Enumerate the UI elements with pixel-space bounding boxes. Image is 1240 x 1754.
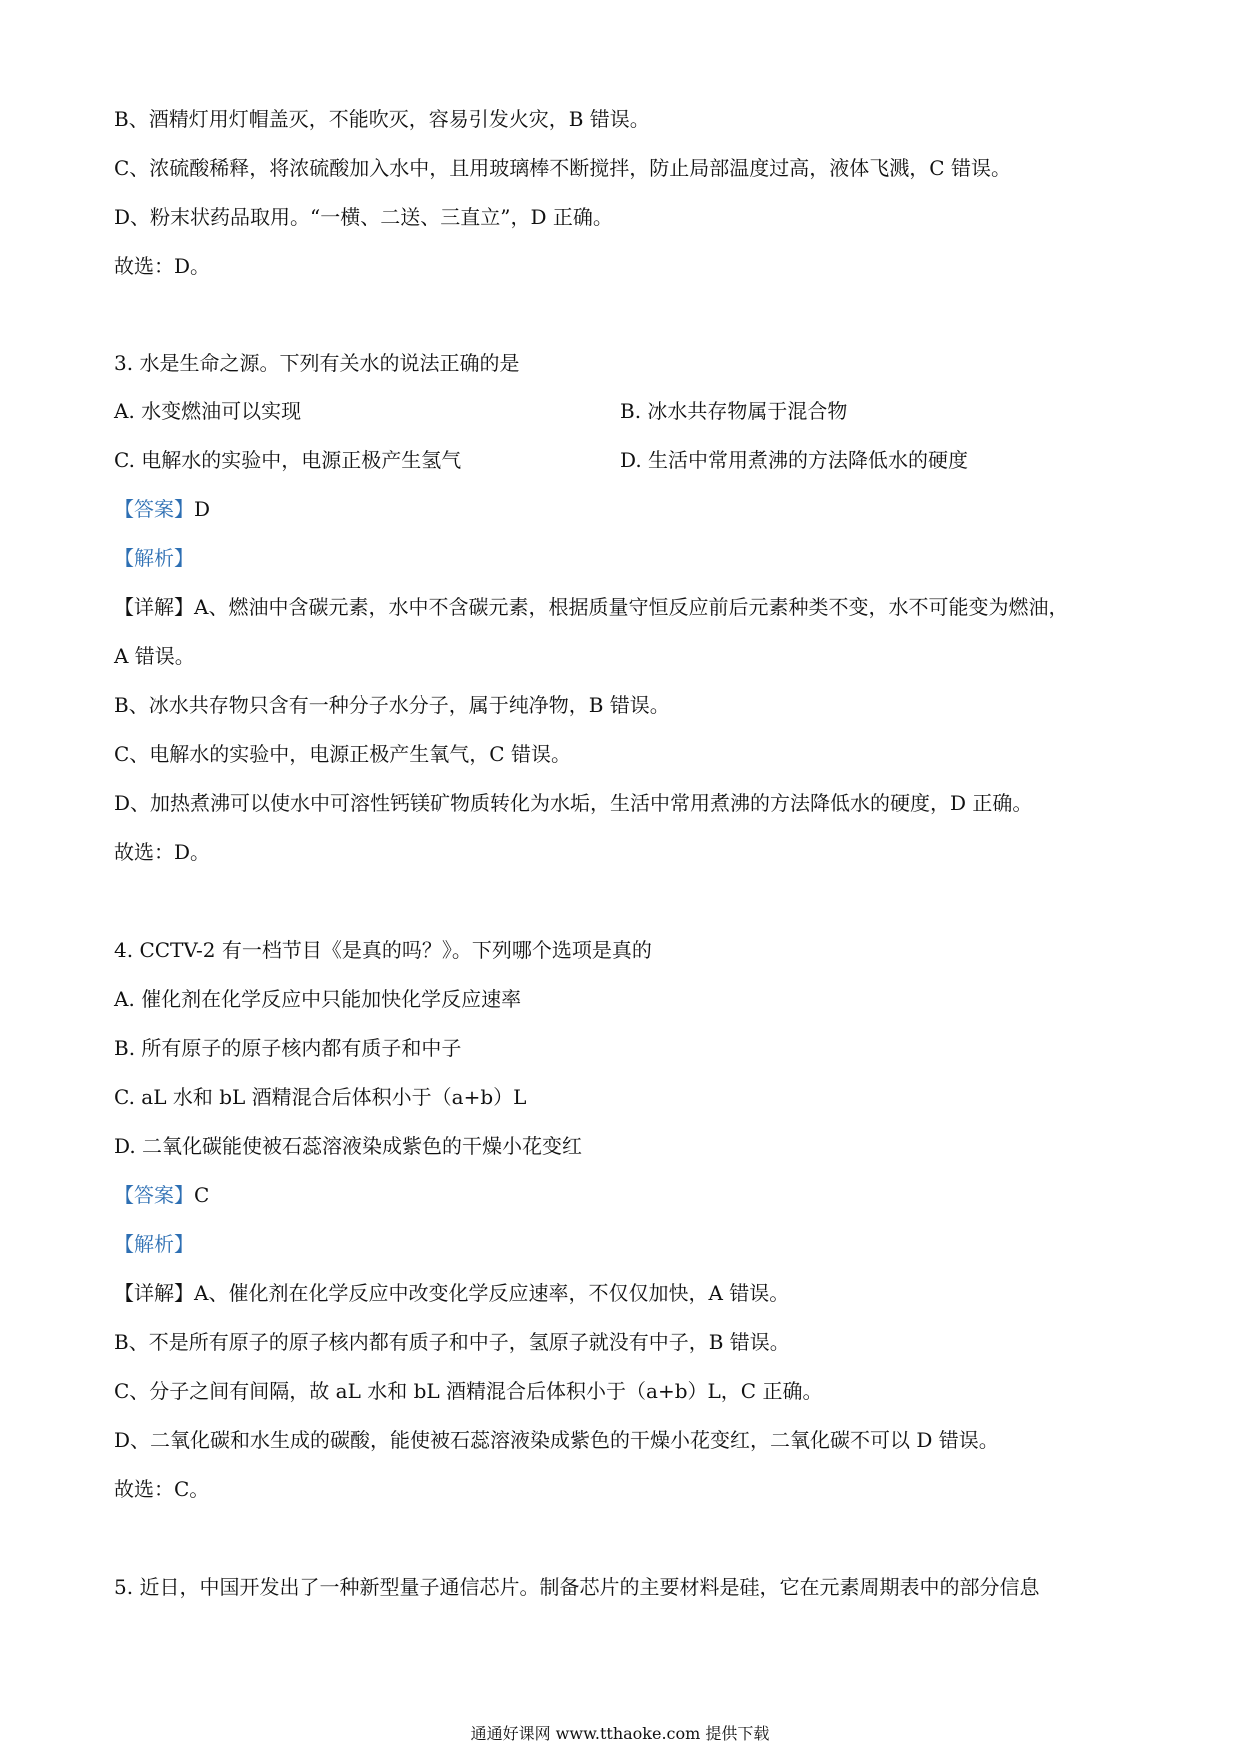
q4-detail-a-text: A、催化剂在化学反应中改变化学反应速率，不仅仅加快，A 错误。 bbox=[194, 1281, 790, 1305]
q4-answer-value: C bbox=[194, 1183, 210, 1207]
q3-analysis-tag bbox=[114, 545, 194, 571]
q4-answer bbox=[114, 1182, 209, 1208]
q3-option-d: D. 生活中常用煮沸的方法降低水的硬度 bbox=[620, 448, 969, 472]
q3-stem: 3. 水是生命之源。下列有关水的说法正确的是 bbox=[114, 351, 520, 375]
q3-detail-c: C、电解水的实验中，电源正极产生氧气，C 错误。 bbox=[114, 742, 571, 766]
q3-option-c: C. 电解水的实验中，电源正极产生氢气 bbox=[114, 448, 462, 472]
q4-stem: 4. CCTV-2 有一档节目《是真的吗？》。下列哪个选项是真的 bbox=[114, 938, 652, 962]
detail-tag: 【详解】 bbox=[114, 595, 194, 619]
q5-stem: 5. 近日，中国开发出了一种新型量子通信芯片。制备芯片的主要材料是硅，它在元素周期表中的部分信息 bbox=[114, 1575, 1040, 1599]
detail-tag: 【详解】 bbox=[114, 1281, 194, 1305]
q4-option-a: A. 催化剂在化学反应中只能加快化学反应速率 bbox=[114, 987, 522, 1011]
q4-detail-a bbox=[114, 1280, 789, 1306]
q4-choice: 故选：C。 bbox=[114, 1477, 210, 1501]
q4-option-b: B. 所有原子的原子核内都有质子和中子 bbox=[114, 1036, 462, 1060]
prev-choice: 故选：D。 bbox=[114, 254, 211, 278]
q3-answer bbox=[114, 496, 210, 522]
q3-choice: 故选：D。 bbox=[114, 840, 211, 864]
q3-option-b: B. 冰水共存物属于混合物 bbox=[620, 399, 848, 423]
q4-option-c: C. aL 水和 bL 酒精混合后体积小于（a+b）L bbox=[114, 1085, 527, 1109]
q3-answer-value: D bbox=[194, 497, 211, 521]
q4-option-d: D. 二氧化碳能使被石蕊溶液染成紫色的干燥小花变红 bbox=[114, 1134, 583, 1158]
q3-detail-a-cont: A 错误。 bbox=[114, 644, 195, 668]
prev-analysis-d: D、粉末状药品取用。“一横、二送、三直立”，D 正确。 bbox=[114, 205, 613, 229]
prev-analysis-b: B、酒精灯用灯帽盖灭，不能吹灭，容易引发火灾，B 错误。 bbox=[114, 107, 650, 131]
q3-detail-a-text: A、燃油中含碳元素，水中不含碳元素，根据质量守恒反应前后元素种类不变，水不可能变为燃油， bbox=[194, 595, 1069, 619]
analysis-tag: 【解析】 bbox=[114, 1232, 194, 1256]
q4-analysis-tag bbox=[114, 1231, 194, 1257]
q4-detail-d: D、二氧化碳和水生成的碳酸，能使被石蕊溶液染成紫色的干燥小花变红，二氧化碳不可以 D 错误。 bbox=[114, 1428, 999, 1452]
q3-detail-b: B、冰水共存物只含有一种分子水分子，属于纯净物，B 错误。 bbox=[114, 693, 670, 717]
q3-detail-a bbox=[114, 594, 1068, 620]
answer-tag: 【答案】 bbox=[114, 497, 194, 521]
prev-analysis-c: C、浓硫酸稀释，将浓硫酸加入水中，且用玻璃棒不断搅拌，防止局部温度过高，液体飞溅，C 错误。 bbox=[114, 156, 1011, 180]
q4-detail-b: B、不是所有原子的原子核内都有质子和中子，氢原子就没有中子，B 错误。 bbox=[114, 1330, 790, 1354]
q3-option-a: A. 水变燃油可以实现 bbox=[114, 399, 302, 423]
answer-tag: 【答案】 bbox=[114, 1183, 194, 1207]
page-footer: 通通好课网 www.tthaoke.com 提供下载 bbox=[470, 1724, 770, 1743]
q4-detail-c: C、分子之间有间隔，故 aL 水和 bL 酒精混合后体积小于（a+b）L，C 正确。 bbox=[114, 1379, 823, 1403]
q3-detail-d: D、加热煮沸可以使水中可溶性钙镁矿物质转化为水垢，生活中常用煮沸的方法降低水的硬度，D 正确。 bbox=[114, 791, 1033, 815]
analysis-tag: 【解析】 bbox=[114, 546, 194, 570]
